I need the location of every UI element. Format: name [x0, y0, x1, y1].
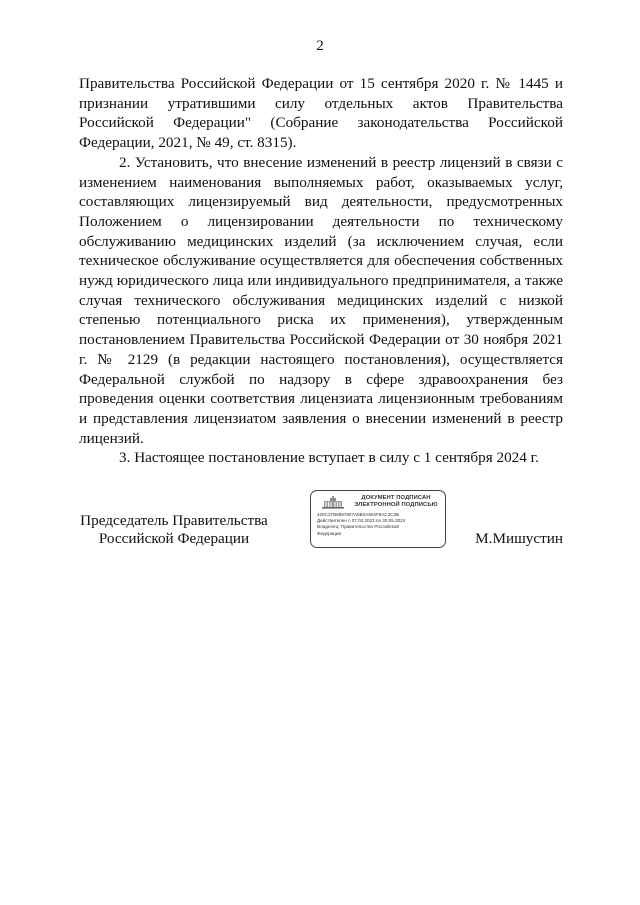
paragraph-clause-2: 2. Установить, что внесение изменений в реестр лицензий в связи с изменением наименования выполняемых работ, оказываемых услуг, составляющих лицензируемый вид деятельности, предусмотренных Положением о лицензировании деятельности по техническому обслуживанию медицинских изделий (за исключением случая, если техническое обслуживание осуществляется для обеспечения собственных нужд юридического лица или индивидуального предпринимателя, а также случая технического обслуживания медицинских изделий с низкой степенью потенциального риска их применения), утвержденным постановлением Правительства Российской Федерации от 30 ноября 2021 г. № 2129 (в редакции настоящего постановления), осуществляется Федеральной службой по надзору в сфере здравоохранения без проведения оценки соответствия лицензиата лицензионным требованиям и представления лицензиатом заявления о внесении изменений в реестр лицензий.: [79, 153, 563, 447]
stamp-validity: Действителен с 07.03.2023 по 30.05.2024: [317, 518, 406, 524]
page-number: 2: [316, 38, 324, 54]
paragraph-continuation: Правительства Российской Федерации от 15 сентября 2020 г. № 1445 и признании утратившими силу отдельных актов Правительства Российской Федерации" (Собрание законодательства Российской Федерации, 2021, № 49, ст. 8315).: [79, 75, 563, 152]
government-building-icon: [321, 496, 345, 509]
stamp-heading-line-2: ЭЛЕКТРОННОЙ ПОДПИСЬЮ: [354, 502, 438, 508]
paragraph-clause-3: 3. Настоящее постановление вступает в силу с 1 сентября 2024 г.: [119, 449, 539, 467]
signature-block: [0, 490, 640, 560]
signer-name: М.Мишустин: [475, 530, 563, 547]
document-body: [79, 74, 563, 468]
stamp-owner-line-1: Владелец: Правительство Российской: [317, 524, 399, 530]
electronic-signature-stamp: [310, 490, 446, 548]
stamp-owner-line-2: Федерации: [317, 530, 342, 536]
stamp-heading: [349, 495, 443, 509]
signer-title: [79, 512, 269, 548]
signer-title-line-1: Председатель Правительства: [80, 512, 268, 529]
signer-title-line-2: Российской Федерации: [98, 530, 250, 547]
stamp-heading-line-1: ДОКУМЕНТ ПОДПИСАН: [361, 495, 431, 501]
stamp-details: [317, 512, 443, 537]
stamp-certificate: 426C37B6897807A6B0A602F6AC3C3B: [317, 512, 400, 517]
